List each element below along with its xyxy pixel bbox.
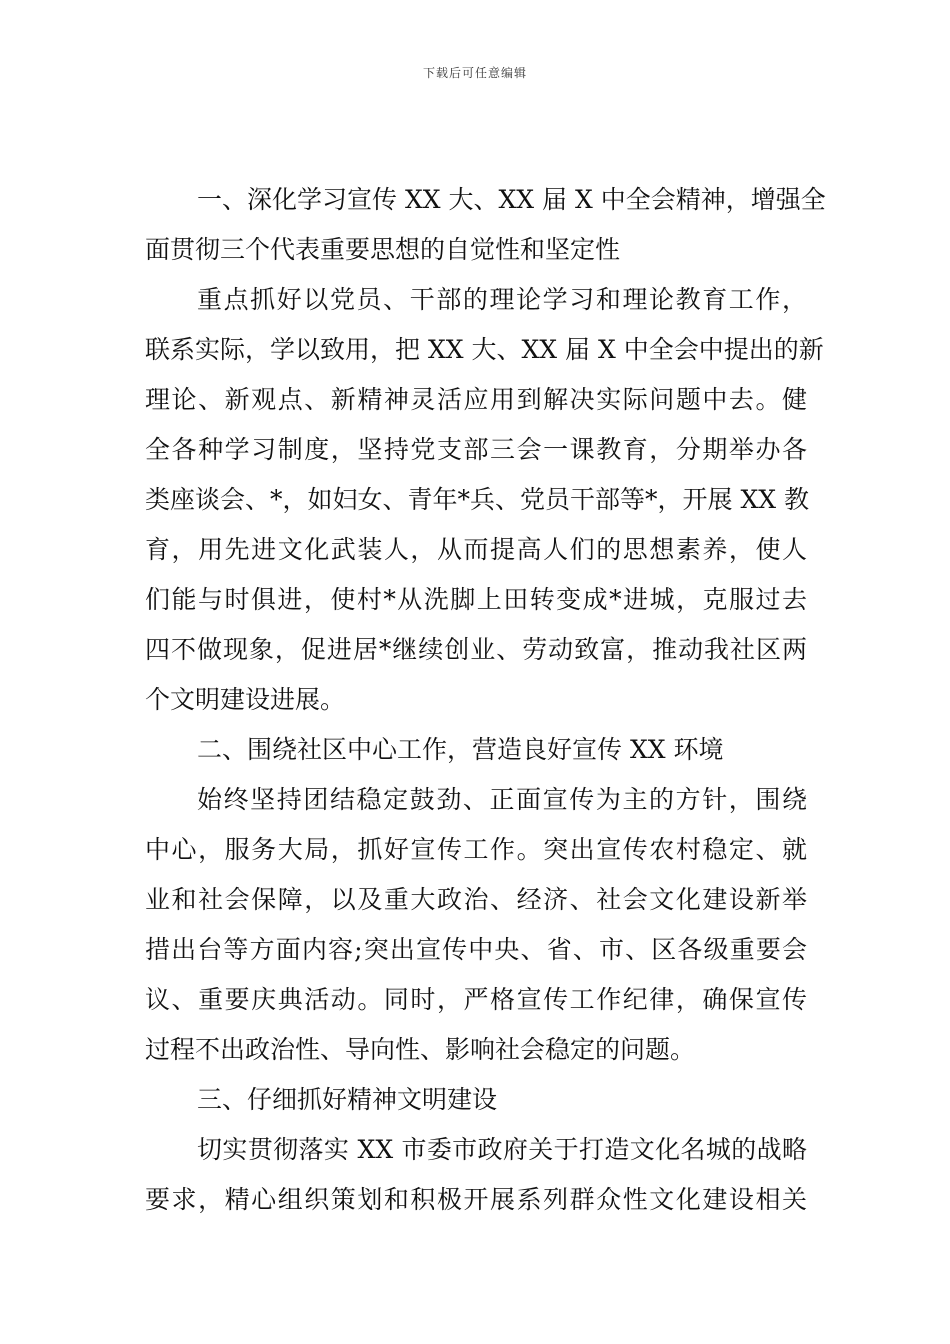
text-line: 议、重要庆典活动。同时，严格宣传工作纪律，确保宣传 [145, 985, 807, 1014]
text-line: 一、深化学习宣传 XX 大、XX 届 X 中全会精神，增强全 [197, 185, 826, 214]
text-line: 二、围绕社区中心工作，营造良好宣传 XX 环境 [197, 735, 724, 764]
paragraph-1 [145, 275, 824, 725]
section-heading-2 [145, 725, 807, 775]
text-line: 育，用先进文化武装人，从而提高人们的思想素养，使人 [145, 535, 807, 564]
text-line: 过程不出政治性、导向性、影响社会稳定的问题。 [145, 1035, 696, 1064]
text-line: 理论、新观点、新精神灵活应用到解决实际问题中去。健 [145, 385, 807, 414]
section-heading-1 [145, 175, 826, 275]
text-line: 重点抓好以党员、干部的理论学习和理论教育工作， [197, 285, 807, 314]
text-line: 们能与时俱进，使村*从洗脚上田转变成*进城，克服过去 [145, 585, 807, 614]
text-line: 四不做现象，促进居*继续创业、劳动致富，推动我社区两 [145, 635, 807, 664]
text-line: 类座谈会、*，如妇女、青年*兵、党员干部等*，开展 XX 教 [145, 485, 809, 514]
text-line: 始终坚持团结稳定鼓劲、正面宣传为主的方针，围绕 [197, 785, 807, 814]
text-line: 措出台等方面内容;突出宣传中央、省、市、区各级重要会 [145, 935, 807, 964]
section-heading-3 [145, 1075, 807, 1125]
text-line: 面贯彻三个代表重要思想的自觉性和坚定性 [145, 235, 621, 264]
paragraph-3 [145, 1125, 807, 1225]
text-line: 三、仔细抓好精神文明建设 [197, 1085, 498, 1114]
paragraph-2 [145, 775, 807, 1075]
text-line: 全各种学习制度，坚持党支部三会一课教育，分期举办各 [145, 435, 807, 464]
document-body [145, 175, 826, 1225]
text-line: 中心，服务大局，抓好宣传工作。突出宣传农村稳定、就 [145, 835, 807, 864]
text-line: 业和社会保障，以及重大政治、经济、社会文化建设新举 [145, 885, 807, 914]
text-line: 联系实际，学以致用，把 XX 大、XX 届 X 中全会中提出的新 [145, 335, 824, 364]
text-line: 个文明建设进展。 [145, 685, 346, 714]
text-line: 切实贯彻落实 XX 市委市政府关于打造文化名城的战略 [197, 1135, 807, 1164]
text-line: 要求，精心组织策划和积极开展系列群众性文化建设相关 [145, 1185, 807, 1214]
page-header: 下载后可任意编辑 [422, 66, 527, 80]
